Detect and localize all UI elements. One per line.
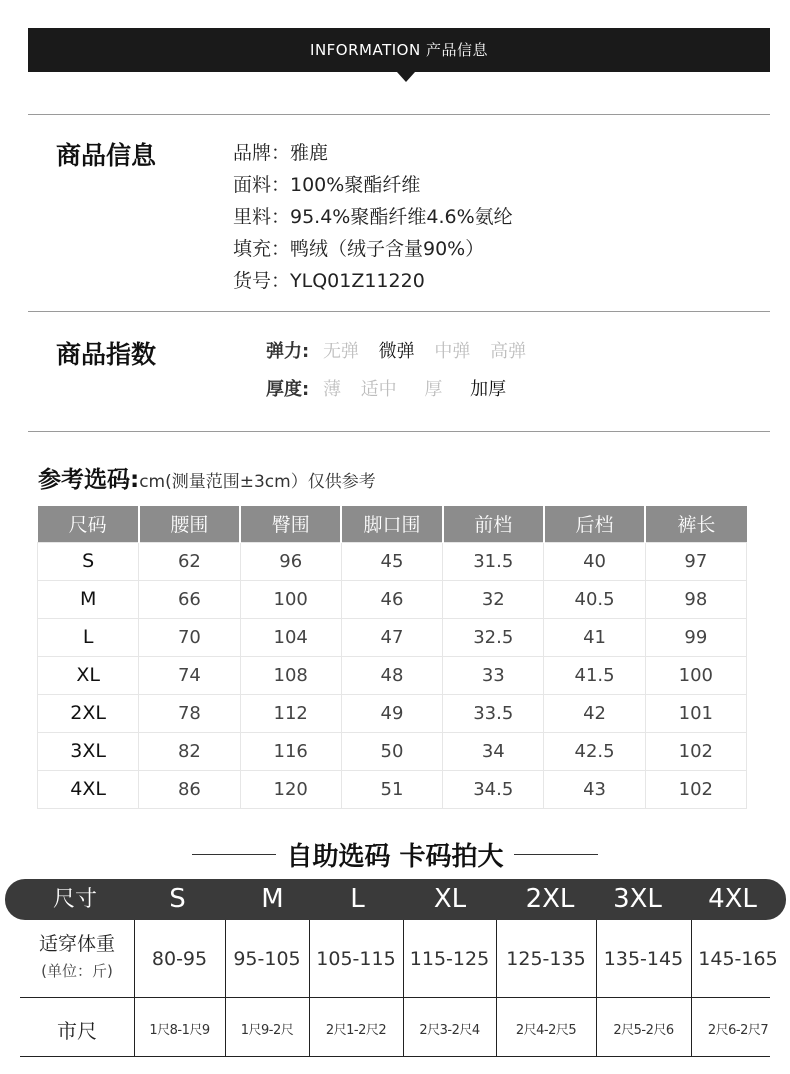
table-row [38, 618, 747, 656]
size-table [37, 506, 747, 809]
chi-s: 1尺8-1尺9 [149, 1023, 210, 1038]
waist-cell: 78 [139, 694, 240, 732]
front-rise-cell: 33.5 [443, 694, 544, 732]
front-rise-cell: 34.5 [443, 770, 544, 808]
self-select-heading [0, 836, 790, 873]
size-cell: S [38, 542, 139, 580]
divider [28, 114, 770, 115]
chi-m: 1尺9-2尺 [240, 1023, 294, 1038]
header-waist: 腰围 [139, 506, 240, 542]
size-cell: 4XL [38, 770, 139, 808]
back-rise-cell: 42.5 [544, 732, 645, 770]
waist-cell: 82 [139, 732, 240, 770]
leg-opening-cell: 51 [341, 770, 442, 808]
header-dimension: 尺寸 [52, 887, 97, 912]
length-cell: 102 [645, 732, 746, 770]
size-table-header [38, 506, 747, 542]
chi-2xl: 2尺4-2尺5 [515, 1023, 577, 1038]
hip-cell: 120 [240, 770, 341, 808]
leg-opening-cell: 48 [341, 656, 442, 694]
weight-m: 95-105 [233, 948, 301, 970]
header-size-m: M [261, 884, 284, 914]
reference-heading [38, 461, 376, 494]
elasticity-option: 中弹 [434, 341, 471, 362]
info-brand: 品牌：雅鹿 [233, 142, 329, 164]
banner-notch [397, 72, 415, 82]
header-hip: 臀围 [240, 506, 341, 542]
table-row [38, 694, 747, 732]
back-rise-cell: 41 [544, 618, 645, 656]
leg-opening-cell: 45 [341, 542, 442, 580]
front-rise-cell: 31.5 [443, 542, 544, 580]
info-banner [28, 28, 770, 72]
header-length: 裤长 [645, 506, 746, 542]
grid-line [20, 1056, 770, 1057]
leg-opening-cell: 50 [341, 732, 442, 770]
elasticity-label: 弹力: [266, 341, 310, 362]
back-rise-cell: 43 [544, 770, 645, 808]
chi-4xl: 2尺6-2尺7 [707, 1023, 769, 1038]
header-size: 尺码 [38, 506, 139, 542]
hip-cell: 96 [240, 542, 341, 580]
grid-line [20, 997, 770, 998]
weight-s: 80-95 [151, 948, 208, 970]
waist-cell: 86 [139, 770, 240, 808]
back-rise-cell: 40 [544, 542, 645, 580]
back-rise-cell: 42 [544, 694, 645, 732]
length-cell: 99 [645, 618, 746, 656]
table-row [38, 656, 747, 694]
front-rise-cell: 34 [443, 732, 544, 770]
divider [514, 854, 598, 855]
size-cell: L [38, 618, 139, 656]
divider [28, 311, 770, 312]
size-cell: 3XL [38, 732, 139, 770]
front-rise-cell: 33 [443, 656, 544, 694]
elasticity-option: 无弹 [322, 341, 359, 362]
elasticity-option: 高弹 [490, 341, 527, 362]
header-leg-opening: 脚口围 [341, 506, 442, 542]
self-select-title: 自助选码 卡码拍大 [286, 842, 504, 872]
product-index-title: 商品指数 [56, 340, 157, 369]
hip-cell: 100 [240, 580, 341, 618]
hip-cell: 116 [240, 732, 341, 770]
front-rise-cell: 32 [443, 580, 544, 618]
thickness-option: 厚 [424, 379, 443, 400]
hip-cell: 108 [240, 656, 341, 694]
chi-3xl: 2尺5-2尺6 [613, 1023, 674, 1038]
info-filling: 填充：鸭绒（绒子含量90%） [233, 238, 485, 260]
chi-xl: 2尺3-2尺4 [419, 1023, 480, 1038]
hip-cell: 112 [240, 694, 341, 732]
length-cell: 102 [645, 770, 746, 808]
thickness-row [266, 375, 520, 401]
info-item-number: 货号：YLQ01Z11220 [233, 270, 425, 292]
waist-cell: 74 [139, 656, 240, 694]
front-rise-cell: 32.5 [443, 618, 544, 656]
thickness-option: 适中 [360, 379, 397, 400]
table-row [38, 770, 747, 808]
thickness-option: 薄 [322, 379, 341, 400]
weight-xl: 115-125 [409, 948, 490, 970]
back-rise-cell: 40.5 [544, 580, 645, 618]
header-front-rise: 前档 [443, 506, 544, 542]
length-cell: 98 [645, 580, 746, 618]
weight-table-header [5, 879, 786, 920]
weight-unit: (单位：斤) [41, 962, 113, 980]
leg-opening-cell: 49 [341, 694, 442, 732]
divider [28, 431, 770, 432]
leg-opening-cell: 46 [341, 580, 442, 618]
product-info-title: 商品信息 [56, 141, 157, 170]
weight-l: 105-115 [316, 948, 396, 970]
table-row [38, 732, 747, 770]
chi-label: 市尺 [57, 1019, 97, 1043]
reference-note: cm(测量范围±3cm）仅供参考 [139, 472, 376, 492]
length-cell: 101 [645, 694, 746, 732]
header-size-xl: XL [433, 884, 467, 914]
elasticity-option-selected: 微弹 [378, 341, 415, 362]
leg-opening-cell: 47 [341, 618, 442, 656]
banner-title: INFORMATION 产品信息 [310, 41, 488, 59]
size-cell: M [38, 580, 139, 618]
table-row [38, 542, 747, 580]
header-size-s: S [169, 884, 186, 914]
size-cell: XL [38, 656, 139, 694]
length-cell: 97 [645, 542, 746, 580]
reference-title: 参考选码: [38, 467, 140, 493]
header-size-3xl: 3XL [613, 884, 662, 914]
back-rise-cell: 41.5 [544, 656, 645, 694]
elasticity-row [266, 337, 540, 363]
info-fabric: 面料：100%聚酯纤维 [233, 174, 421, 196]
header-size-2xl: 2XL [525, 884, 575, 914]
hip-cell: 104 [240, 618, 341, 656]
weight-2xl: 125-135 [506, 948, 586, 970]
header-back-rise: 后档 [544, 506, 645, 542]
size-cell: 2XL [38, 694, 139, 732]
thickness-label: 厚度: [266, 379, 310, 400]
divider [192, 854, 276, 855]
length-cell: 100 [645, 656, 746, 694]
waist-cell: 70 [139, 618, 240, 656]
weight-label: 适穿体重 [38, 933, 115, 955]
thickness-option-selected: 加厚 [470, 379, 507, 400]
chi-l: 2尺1-2尺2 [325, 1023, 387, 1038]
waist-cell: 62 [139, 542, 240, 580]
info-lining: 里料：95.4%聚酯纤维4.6%氨纶 [233, 206, 513, 228]
header-size-4xl: 4XL [708, 884, 757, 914]
header-size-l: L [350, 884, 365, 914]
weight-3xl: 135-145 [603, 948, 684, 970]
table-row [38, 580, 747, 618]
waist-cell: 66 [139, 580, 240, 618]
weight-4xl: 145-165 [698, 948, 778, 970]
